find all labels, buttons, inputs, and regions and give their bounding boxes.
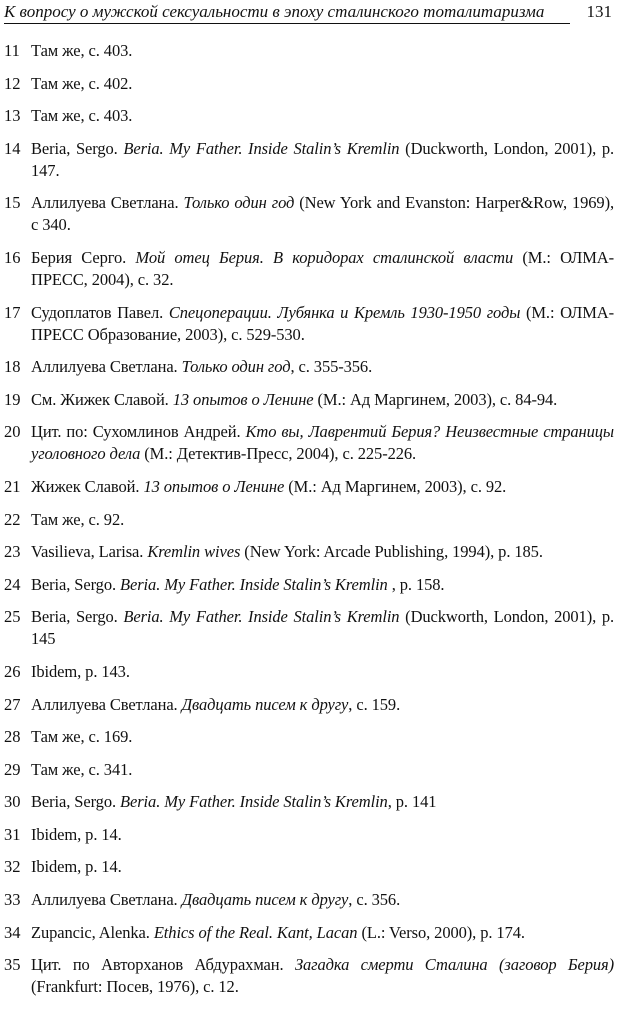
endnote-text-run: Там же, с. 169. <box>31 727 133 747</box>
endnote-text-run: (М.: Детектив-Пресс, 2004), с. 225-226. <box>140 444 417 464</box>
endnote-number: 33 <box>4 890 21 910</box>
endnote-title-italic: Загадка смерти Сталина (заговор Берия) <box>294 955 614 975</box>
endnote-text-run: (М.: ОЛМА-ПРЕСС Образование, 2003), с. 529-530. <box>31 302 614 344</box>
endnote-title-italic: Двадцать писем к другу <box>181 694 349 714</box>
endnote-item <box>0 476 620 498</box>
endnote-title-italic: Мой отец Берия. В коридорах сталинской власти <box>135 247 514 267</box>
endnote-text <box>31 509 620 531</box>
endnote-text-run: (Duckworth, London, 2001), p. 145 <box>31 607 614 649</box>
endnote-text-run: Жижек Славой. <box>31 476 144 496</box>
endnote-item <box>0 759 620 781</box>
endnote-title-italic: Beria. My Father. Inside Stalin’s Kremlin <box>123 138 400 158</box>
endnote-text <box>31 922 620 944</box>
endnote-text-run: (М.: Ад Маргинем, 2003), с. 84-94. <box>313 389 558 409</box>
endnote-text <box>31 247 620 291</box>
endnote-item <box>0 726 620 748</box>
endnote-item <box>0 889 620 911</box>
endnote-item <box>0 356 620 378</box>
endnote-text <box>31 954 620 998</box>
endnote-text-run: (New York and Evanston: Harper&Row, 1969), с 340. <box>31 193 614 235</box>
endnote-text-run: Цит. по: Сухомлинов Андрей. <box>31 422 246 442</box>
endnote-text-run: Zupancic, Alenka. <box>31 922 154 942</box>
endnote-text-run: Ibidem, p. 14. <box>31 857 122 877</box>
endnote-text-run: Там же, с. 402. <box>31 73 133 93</box>
endnote-text-run: (New York: Arcade Publishing, 1994), p. 185. <box>240 542 543 562</box>
endnote-text-run: , с. 159. <box>348 694 401 714</box>
endnote-text <box>31 694 620 716</box>
endnote-text-run: , p. 141 <box>387 792 437 812</box>
endnote-text <box>31 73 620 95</box>
endnote-item <box>0 192 620 236</box>
endnote-item <box>0 138 620 182</box>
endnote-text <box>31 302 620 346</box>
endnote-text <box>31 606 620 650</box>
endnote-number: 31 <box>4 824 21 844</box>
endnote-title-italic: Двадцать писем к другу <box>181 890 349 910</box>
endnote-text-run: Аллилуева Светлана. <box>31 193 184 213</box>
endnote-text-run: Судоплатов Павел. <box>31 302 169 322</box>
endnote-item <box>0 824 620 846</box>
endnote-text-run: Beria, Sergo. <box>31 574 121 594</box>
endnote-item <box>0 694 620 716</box>
endnote-number: 20 <box>4 422 21 442</box>
endnote-title-italic: Ethics of the Real. Kant, Lacan <box>153 922 358 942</box>
endnote-number: 30 <box>4 792 21 812</box>
endnote-title-italic: Kremlin wives <box>147 542 241 562</box>
endnote-text-run: Beria, Sergo. <box>31 792 121 812</box>
endnote-item <box>0 661 620 683</box>
endnote-text-run: Ibidem, p. 143. <box>31 661 130 681</box>
endnote-number: 14 <box>4 138 21 158</box>
endnote-text <box>31 574 620 596</box>
endnote-number: 24 <box>4 574 21 594</box>
endnote-item <box>0 954 620 998</box>
endnote-number: 32 <box>4 857 21 877</box>
endnote-item <box>0 856 620 878</box>
endnote-item <box>0 791 620 813</box>
endnote-title-italic: Только один год <box>183 193 295 213</box>
endnote-text <box>31 726 620 748</box>
endnote-text-run: , p. 158. <box>387 574 445 594</box>
endnote-text-run: Аллилуева Светлана. <box>31 357 182 377</box>
endnote-text-run: Аллилуева Светлана. <box>31 890 182 910</box>
endnote-item <box>0 922 620 944</box>
endnote-title-italic: Beria. My Father. Inside Stalin’s Kremlin <box>120 792 388 812</box>
endnote-text <box>31 889 620 911</box>
endnote-number: 16 <box>4 247 21 267</box>
endnote-item <box>0 541 620 563</box>
endnote-item <box>0 389 620 411</box>
endnote-item <box>0 247 620 291</box>
endnote-item <box>0 606 620 650</box>
endnote-number: 26 <box>4 661 21 681</box>
endnote-number: 25 <box>4 607 21 627</box>
running-header <box>4 0 616 24</box>
endnote-text-run: (М.: ОЛМА-ПРЕСС, 2004), с. 32. <box>31 247 614 289</box>
endnote-text-run: Там же, с. 92. <box>31 509 125 529</box>
endnote-title-italic: 13 опытов о Ленине <box>172 389 314 409</box>
endnote-number: 11 <box>4 41 20 60</box>
endnote-text <box>31 421 620 465</box>
endnote-text <box>31 476 620 498</box>
endnote-number: 28 <box>4 727 21 747</box>
endnote-title-italic: Только один год <box>181 357 291 377</box>
endnote-title-italic: Спецоперации. Лубянка и Кремль 1930-1950 годы <box>168 302 521 322</box>
endnote-title-italic: 13 опытов о Ленине <box>143 476 285 496</box>
endnote-text-run: Ibidem, p. 14. <box>31 824 122 844</box>
endnote-item <box>0 509 620 531</box>
endnote-text <box>31 661 620 683</box>
endnote-number: 23 <box>4 542 21 562</box>
running-title: К вопросу о мужской сексуальности в эпоху сталинского тоталитаризма <box>4 2 545 21</box>
endnote-number: 22 <box>4 509 21 529</box>
endnote-text-run: Beria, Sergo. <box>31 607 124 627</box>
endnote-text-run: (Frankfurt: Посев, 1976), с. 12. <box>31 977 239 997</box>
endnote-text-run: (М.: Ад Маргинем, 2003), с. 92. <box>284 476 507 496</box>
endnote-number: 15 <box>4 193 21 213</box>
endnote-text-run: Цит. по Авторханов Абдурахман. <box>31 955 295 975</box>
endnote-text-run: Там же, с. 341. <box>31 759 133 779</box>
endnote-item <box>0 302 620 346</box>
endnote-text <box>31 40 620 62</box>
endnote-text <box>31 192 620 236</box>
endnote-text-run: Там же, с. 403. <box>31 41 133 60</box>
endnote-item <box>0 105 620 127</box>
endnote-item <box>0 421 620 465</box>
endnote-text-run: (L.: Verso, 2000), p. 174. <box>357 922 525 942</box>
endnote-text-run: (Duckworth, London, 2001), p. 147. <box>31 138 614 180</box>
endnote-number: 35 <box>4 955 21 975</box>
endnote-text <box>31 856 620 878</box>
endnote-text-run: , с. 355-356. <box>290 357 373 377</box>
endnote-number: 17 <box>4 302 21 322</box>
endnote-text <box>31 759 620 781</box>
endnote-number: 12 <box>4 73 21 93</box>
endnote-number: 13 <box>4 106 21 126</box>
endnote-title-italic: Beria. My Father. Inside Stalin’s Kremlin <box>123 607 400 627</box>
endnote-text <box>31 791 620 813</box>
endnote-item <box>0 73 620 95</box>
endnote-number: 21 <box>4 476 21 496</box>
endnote-text-run: См. Жижек Славой. <box>31 389 173 409</box>
endnote-number: 19 <box>4 389 21 409</box>
endnote-text <box>31 138 620 182</box>
endnote-title-italic: Кто вы, Лаврентий Берия? Неизвестные страницы уголовного дела <box>31 422 614 464</box>
endnote-text-run: Берия Серго. <box>31 247 136 267</box>
endnote-text-run: Там же, с. 403. <box>31 106 133 126</box>
endnote-text <box>31 105 620 127</box>
page-number: 131 <box>586 2 612 21</box>
endnote-text-run: Beria, Sergo. <box>31 138 124 158</box>
endnote-text <box>31 389 620 411</box>
endnote-title-italic: Beria. My Father. Inside Stalin’s Kremlin <box>120 574 388 594</box>
endnote-text <box>31 541 620 563</box>
endnotes-list <box>0 40 620 1009</box>
endnote-number: 18 <box>4 357 21 377</box>
endnote-number: 34 <box>4 922 21 942</box>
endnote-text <box>31 824 620 846</box>
endnote-text-run: , с. 356. <box>348 890 401 910</box>
endnote-item <box>0 574 620 596</box>
endnote-item <box>0 40 620 62</box>
endnote-number: 27 <box>4 694 21 714</box>
endnote-number: 29 <box>4 759 21 779</box>
endnote-text-run: Аллилуева Светлана. <box>31 694 182 714</box>
endnote-text-run: Vasilieva, Larisa. <box>31 542 148 562</box>
header-rule <box>4 23 570 24</box>
endnote-text <box>31 356 620 378</box>
